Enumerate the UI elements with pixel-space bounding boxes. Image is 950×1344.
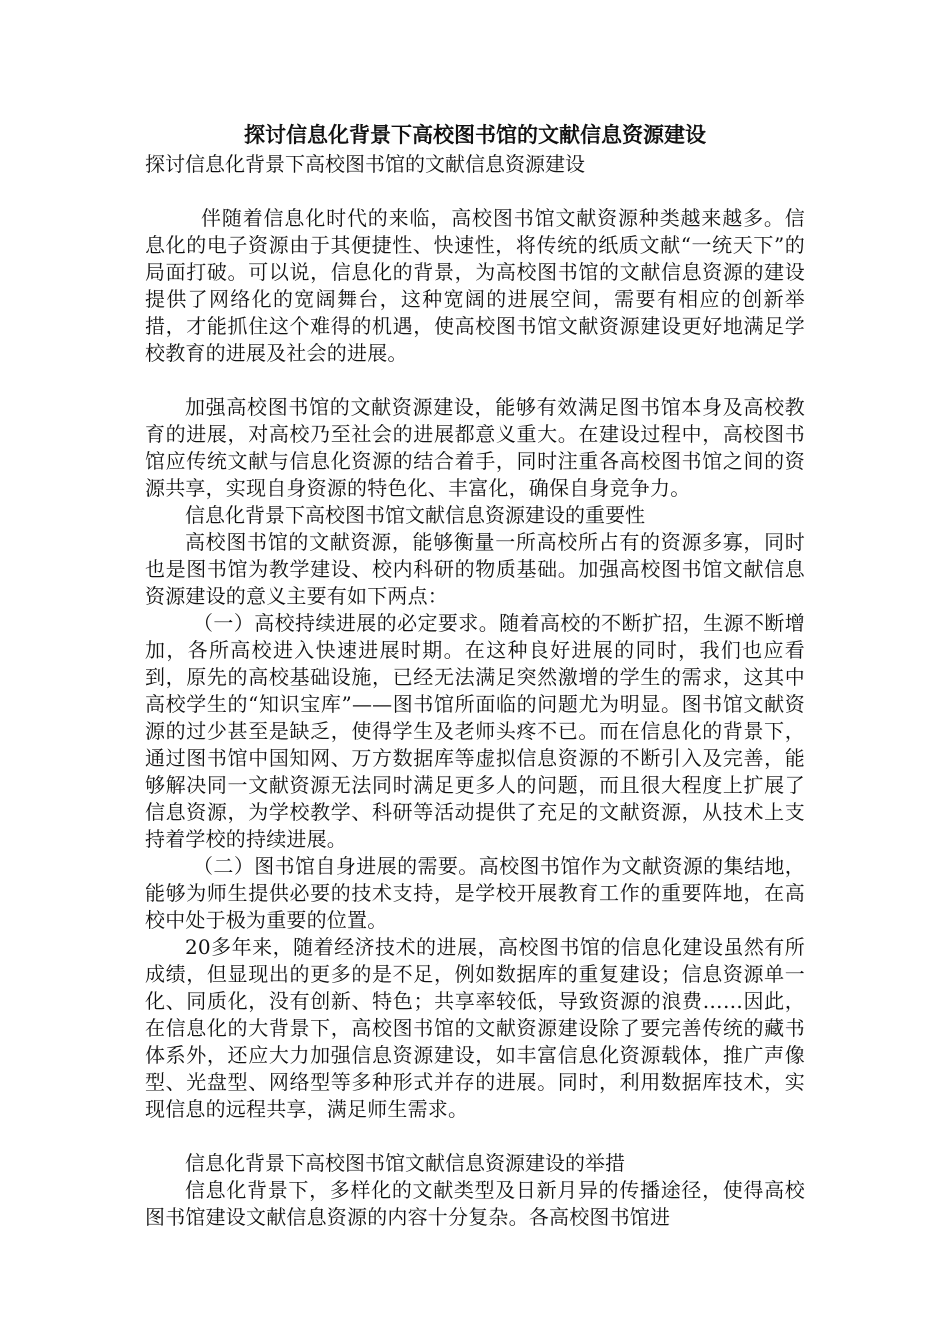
section1-paragraph-4: 20多年来，随着经济技术的进展，高校图书馆的信息化建设虽然有所成绩，但显现出的更多的是不足，例如数据库的重复建设；信息资源单一化、同质化，没有创新、特色；共享率较低，导致资源的浪费……因此，在信息化的大背景下，高校图书馆的文献资源建设除了要完善传统的藏书体系外，还应大力加强信息资源建设，如丰富信息化资源载体，推广声像型、光盘型、网络型等多种形式并存的进展。同时，利用数据库技术，实现信息的远程共享，满足师生需求。 — [145, 935, 805, 1121]
document-title: 探讨信息化背景下高校图书馆的文献信息资源建设 — [244, 123, 706, 147]
section-heading-importance: 信息化背景下高校图书馆文献信息资源建设的重要性 — [185, 503, 645, 527]
spacer — [145, 178, 805, 205]
intro-paragraph-1: 伴随着信息化时代的来临，高校图书馆文献资源种类越来越多。信息化的电子资源由于其便捷性、快速性，将传统的纸质文献“一统天下”的局面打破。可以说，信息化的背景，为高校图书馆的文献信息资源的建设提供了网络化的宽阔舞台，这种宽阔的进展空间，需要有相应的创新举措，才能抓住这个难得的机遇，使高校图书馆文献资源建设更好地满足学校教育的进展及社会的进展。 — [145, 206, 805, 365]
document-subtitle: 探讨信息化背景下高校图书馆的文献信息资源建设 — [145, 152, 585, 176]
section1-paragraph-1: 高校图书馆的文献资源，能够衡量一所高校所占有的资源多寡，同时也是图书馆为教学建设、校内科研的物质基础。加强高校图书馆文献信息资源建设的意义主要有如下两点： — [145, 530, 805, 608]
intro-paragraph-2: 加强高校图书馆的文献资源建设，能够有效满足图书馆本身及高校教育的进展，对高校乃至社会的进展都意义重大。在建设过程中，高校图书馆应传统文献与信息化资源的结合着手，同时注重各高校图书馆之间的资源共享，实现自身资源的特色化、丰富化，确保自身竞争力。 — [145, 395, 805, 500]
section1-paragraph-2: （一）高校持续进展的必定要求。随着高校的不断扩招，生源不断增加，各所高校进入快速进展时期。在这种良好进展的同时，我们也应看到，原先的高校基础设施，已经无法满足突然激增的学生的需求，这其中高校学生的“知识宝库”——图书馆所面临的问题尤为明显。图书馆文献资源的过少甚至是缺乏，使得学生及老师头疼不已。而在信息化的背景下，通过图书馆中国知网、万方数据库等虚拟信息资源的不断引入及完善，能够解决同一文献资源无法同时满足更多人的问题，而且很大程度上扩展了信息资源，为学校教学、科研等活动提供了充足的文献资源，从技术上支持着学校的持续进展。 — [145, 611, 805, 851]
section2-paragraph-1: 信息化背景下，多样化的文献类型及日新月异的传播途径，使得高校图书馆建设文献信息资源的内容十分复杂。各高校图书馆进 — [145, 1178, 805, 1229]
section1-paragraph-3: （二）图书馆自身进展的需要。高校图书馆作为文献资源的集结地，能够为师生提供必要的技术支持，是学校开展教育工作的重要阵地，在高校中处于极为重要的位置。 — [145, 854, 805, 932]
spacer — [145, 1123, 805, 1150]
section-heading-measures: 信息化背景下高校图书馆文献信息资源建设的举措 — [185, 1151, 625, 1175]
document-page — [145, 120, 805, 1231]
spacer — [145, 367, 805, 394]
